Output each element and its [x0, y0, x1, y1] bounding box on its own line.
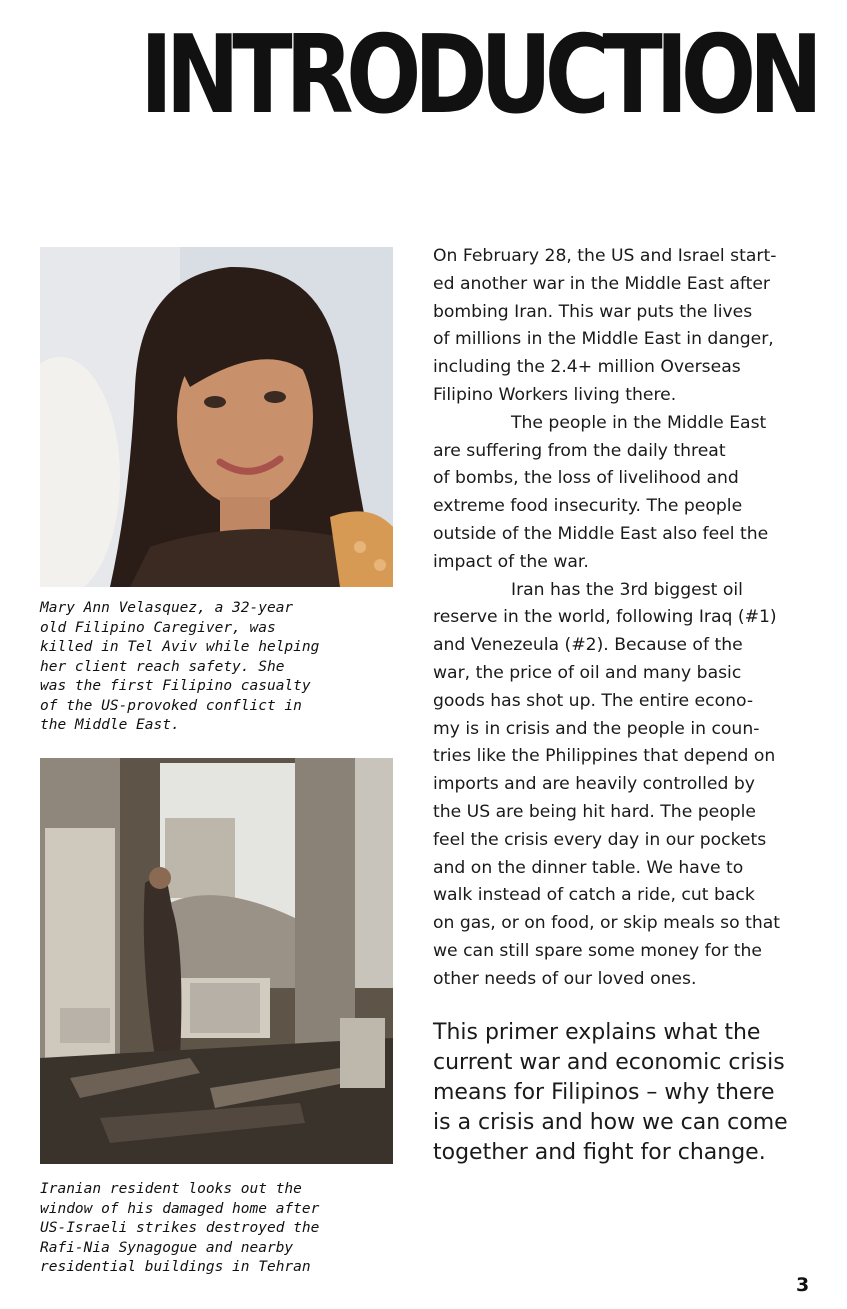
- body-paragraph: The people in the Middle East are suffering from the daily threat of bombs, the loss of livelihood and extreme food insecurity. The people outside of the Middle East also feel the impact of the war.: [433, 412, 769, 572]
- damaged-home-photo-caption: Iranian resident looks out the window of his damaged home after US-Israeli strikes destroyed the Rafi-Nia Synagogue and nearby residential buildings in Tehran: [40, 1181, 320, 1275]
- body-paragraph: Iran has the 3rd biggest oil reserve in the world, following Iraq (#1) and Venezeula (#2). Because of the war, the price of oil and many basic goods has shot up. The entire econo- my is in crisis and the people in coun- tries like the Philippines that depend on imports and are heavily controlled by the US are being hit hard. The people feel the crisis every day in our pockets and on the dinner table. We have to walk instead of catch a ride, cut back on gas, or on food, or skip meals so that we can still spare some money for the other needs of our loved ones.: [433, 579, 781, 989]
- portrait-photo-caption: Mary Ann Velasquez, a 32-year old Filipino Caregiver, was killed in Tel Aviv while helping her client reach safety. She was the first Filipino casualty of the US-provoked conflict in the Middle East.: [40, 600, 320, 733]
- damaged-home-photo: [40, 758, 393, 1164]
- page-number: 3: [796, 1274, 810, 1296]
- body-paragraph: On February 28, the US and Israel start- ed another war in the Middle East after bombing Iran. This war puts the lives of millions in the Middle East in danger, including the 2.4+ million Overseas Filipino Workers living there.: [433, 246, 777, 405]
- body-text: [433, 243, 813, 994]
- closing-statement: This primer explains what the current war and economic crisis means for Filipinos – why there is a crisis and how we can come together and fight for change.: [433, 1020, 788, 1165]
- damaged-home-photo-image: [40, 758, 393, 1164]
- page-title: INTRODUCTION: [140, 13, 816, 138]
- portrait-photo: [40, 247, 393, 587]
- portrait-photo-image: [40, 247, 393, 587]
